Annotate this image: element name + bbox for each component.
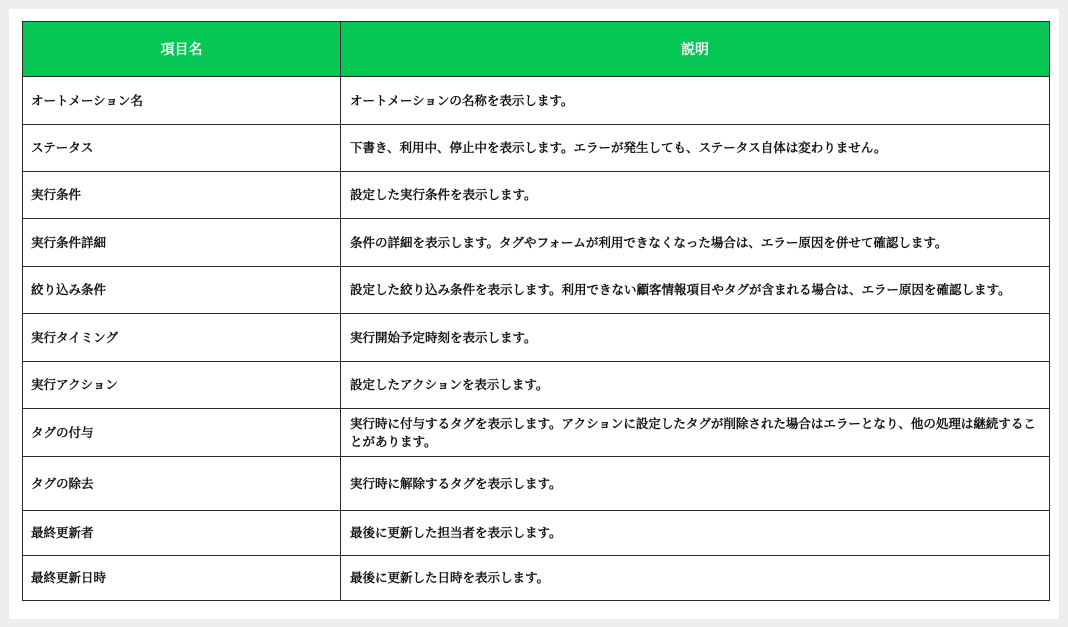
- table-row: [23, 457, 1050, 511]
- document-frame: [9, 9, 1059, 619]
- row-name: ステータス: [23, 125, 341, 172]
- row-name: 絞り込み条件: [23, 267, 341, 314]
- table-row: [23, 267, 1050, 314]
- row-description: 条件の詳細を表示します。タグやフォームが利用できなくなった場合は、エラー原因を併せて確認します。: [341, 219, 1050, 267]
- table-row: [23, 556, 1050, 601]
- spec-table: [22, 21, 1050, 601]
- row-description: 設定した絞り込み条件を表示します。利用できない顧客情報項目やタグが含まれる場合は、エラー原因を確認します。: [341, 267, 1050, 314]
- table-row: [23, 219, 1050, 267]
- table-row: [23, 362, 1050, 409]
- row-description: 最後に更新した担当者を表示します。: [341, 511, 1050, 556]
- table-header-row: [23, 22, 1050, 77]
- row-description: 最後に更新した日時を表示します。: [341, 556, 1050, 601]
- row-name: 最終更新者: [23, 511, 341, 556]
- table-row: [23, 511, 1050, 556]
- row-description: 実行開始予定時刻を表示します。: [341, 314, 1050, 362]
- table-row: [23, 314, 1050, 362]
- row-description: 実行時に付与するタグを表示します。アクションに設定したタグが削除された場合はエラーとなり、他の処理は継続することがあります。: [341, 409, 1050, 457]
- row-name: オートメーション名: [23, 77, 341, 125]
- row-name: 実行タイミング: [23, 314, 341, 362]
- row-name: 最終更新日時: [23, 556, 341, 601]
- header-item-name: 項目名: [23, 22, 341, 77]
- table-row: [23, 77, 1050, 125]
- table-row: [23, 125, 1050, 172]
- row-description: 設定した実行条件を表示します。: [341, 172, 1050, 219]
- table-row: [23, 172, 1050, 219]
- row-description: オートメーションの名称を表示します。: [341, 77, 1050, 125]
- row-description: 下書き、利用中、停止中を表示します。エラーが発生しても、ステータス自体は変わりません。: [341, 125, 1050, 172]
- header-description: 説明: [341, 22, 1050, 77]
- table-row: [23, 409, 1050, 457]
- row-name: タグの付与: [23, 409, 341, 457]
- row-name: 実行条件詳細: [23, 219, 341, 267]
- row-name: 実行条件: [23, 172, 341, 219]
- row-name: タグの除去: [23, 457, 341, 511]
- row-description: 実行時に解除するタグを表示します。: [341, 457, 1050, 511]
- row-description: 設定したアクションを表示します。: [341, 362, 1050, 409]
- row-name: 実行アクション: [23, 362, 341, 409]
